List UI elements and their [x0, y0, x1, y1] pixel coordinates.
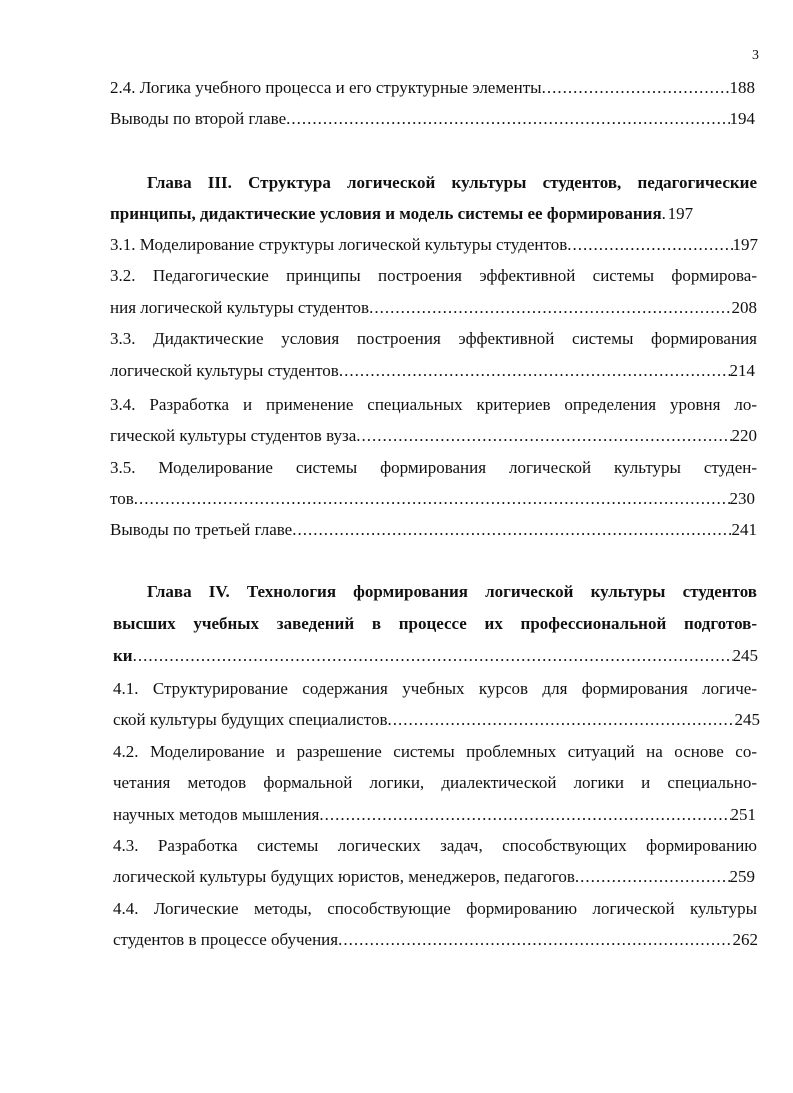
leader-dots	[339, 359, 730, 383]
leader-dots	[387, 708, 734, 732]
toc-entry-4-3	[113, 865, 755, 889]
toc-entry-4-4-line1: 4.4. Логические методы, способствующие формированию логической культуры	[113, 899, 757, 918]
leader-dots	[319, 803, 730, 827]
toc-entry-4-2-line2: четания методов формальной логики, диалектической логики и специально-	[113, 773, 757, 792]
toc-entry-conclusions-2	[110, 107, 755, 131]
toc-entry-page: 230	[729, 489, 755, 508]
leader-dots	[133, 644, 733, 668]
toc-entry-page: 197	[732, 235, 758, 254]
toc-entry-chapter-4	[113, 644, 758, 668]
leader-dots	[542, 76, 730, 100]
chapter-3-heading-line1: Глава III. Структура логической культуры студентов, педагогические	[147, 173, 757, 192]
toc-entry-4-3-line1: 4.3. Разработка системы логических задач, способствующих формированию	[113, 836, 757, 855]
toc-entry-4-4	[113, 928, 758, 952]
chapter-3-heading-line2: принципы, дидактические условия и модель системы ее формирования	[110, 204, 662, 223]
leader-dots	[567, 233, 732, 257]
toc-entry-chapter-3	[110, 202, 762, 226]
toc-entry-page: 262	[732, 930, 758, 949]
leader-dots	[356, 424, 731, 448]
chapter-4-heading-line3: ки	[113, 646, 133, 665]
toc-entry-title: 2.4. Логика учебного процесса и его структурные элементы	[110, 78, 542, 97]
toc-entry-page: 188	[729, 78, 755, 97]
toc-entry-page: 197	[667, 204, 694, 223]
toc-entry-title: 3.1. Моделирование структуры логической культуры студентов	[110, 235, 568, 254]
toc-entry-page: 194	[729, 109, 755, 128]
toc-entry-3-1	[110, 233, 758, 257]
toc-entry-3-3	[110, 359, 755, 383]
toc-entry-title: ния логической культуры студентов	[110, 298, 370, 317]
toc-entry-page: 241	[731, 520, 757, 539]
toc-entry-conclusions-3	[110, 518, 757, 542]
toc-entry-page: 245	[734, 710, 760, 729]
leader-dots	[292, 518, 731, 542]
leader-dots	[286, 107, 729, 131]
toc-entry-4-1-line1: 4.1. Структурирование содержания учебных курсов для формирования логиче-	[113, 679, 757, 698]
toc-entry-title: научных методов мышления	[113, 805, 320, 824]
toc-entry-3-2-line1: 3.2. Педагогические принципы построения эффективной системы формирова-	[110, 266, 757, 285]
toc-entry-4-1	[113, 708, 760, 732]
toc-entry-title: Выводы по второй главе	[110, 109, 287, 128]
toc-entry-page: 259	[729, 867, 755, 886]
chapter-4-heading-line2: высших учебных заведений в процессе их профессиональной подготов-	[113, 614, 757, 633]
toc-entry-3-4	[110, 424, 757, 448]
toc-entry-title: логической культуры будущих юристов, менеджеров, педагогов	[113, 867, 575, 886]
toc-entry-title: ской культуры будущих специалистов	[113, 710, 388, 729]
toc-entry-3-2	[110, 296, 757, 320]
toc-entry-page: 251	[730, 805, 756, 824]
toc-entry-3-5-line1: 3.5. Моделирование системы формирования логической культуры студен-	[110, 458, 757, 477]
toc-entry-3-5	[110, 487, 755, 511]
toc-entry-title: логической культуры студентов	[110, 361, 339, 380]
toc-entry-4-2	[113, 803, 756, 827]
toc-entry-3-3-line1: 3.3. Дидактические условия построения эффективной системы формирования	[110, 329, 757, 348]
leader-dots	[575, 865, 730, 889]
toc-entry-page: 220	[731, 426, 757, 445]
toc-entry-title: тов	[110, 489, 134, 508]
leader-dots	[338, 928, 732, 952]
toc-entry-page: 208	[731, 298, 757, 317]
toc-entry-title: Выводы по третьей главе	[110, 520, 293, 539]
toc-entry-page: 245	[732, 646, 758, 665]
toc-entry-4-2-line1: 4.2. Моделирование и разрешение системы проблемных ситуаций на основе со-	[113, 742, 757, 761]
page-number: 3	[752, 48, 759, 63]
leader-dots	[369, 296, 731, 320]
leader-dots	[134, 487, 730, 511]
toc-entry-3-4-line1: 3.4. Разработка и применение специальных критериев определения уровня ло-	[110, 395, 757, 414]
toc-entry-2-4	[110, 76, 755, 100]
toc-entry-page: 214	[729, 361, 755, 380]
toc-entry-title: гической культуры студентов вуза	[110, 426, 357, 445]
toc-entry-title: студентов в процессе обучения	[113, 930, 339, 949]
chapter-4-heading-line1: Глава IV. Технология формирования логической культуры студентов	[147, 582, 757, 601]
